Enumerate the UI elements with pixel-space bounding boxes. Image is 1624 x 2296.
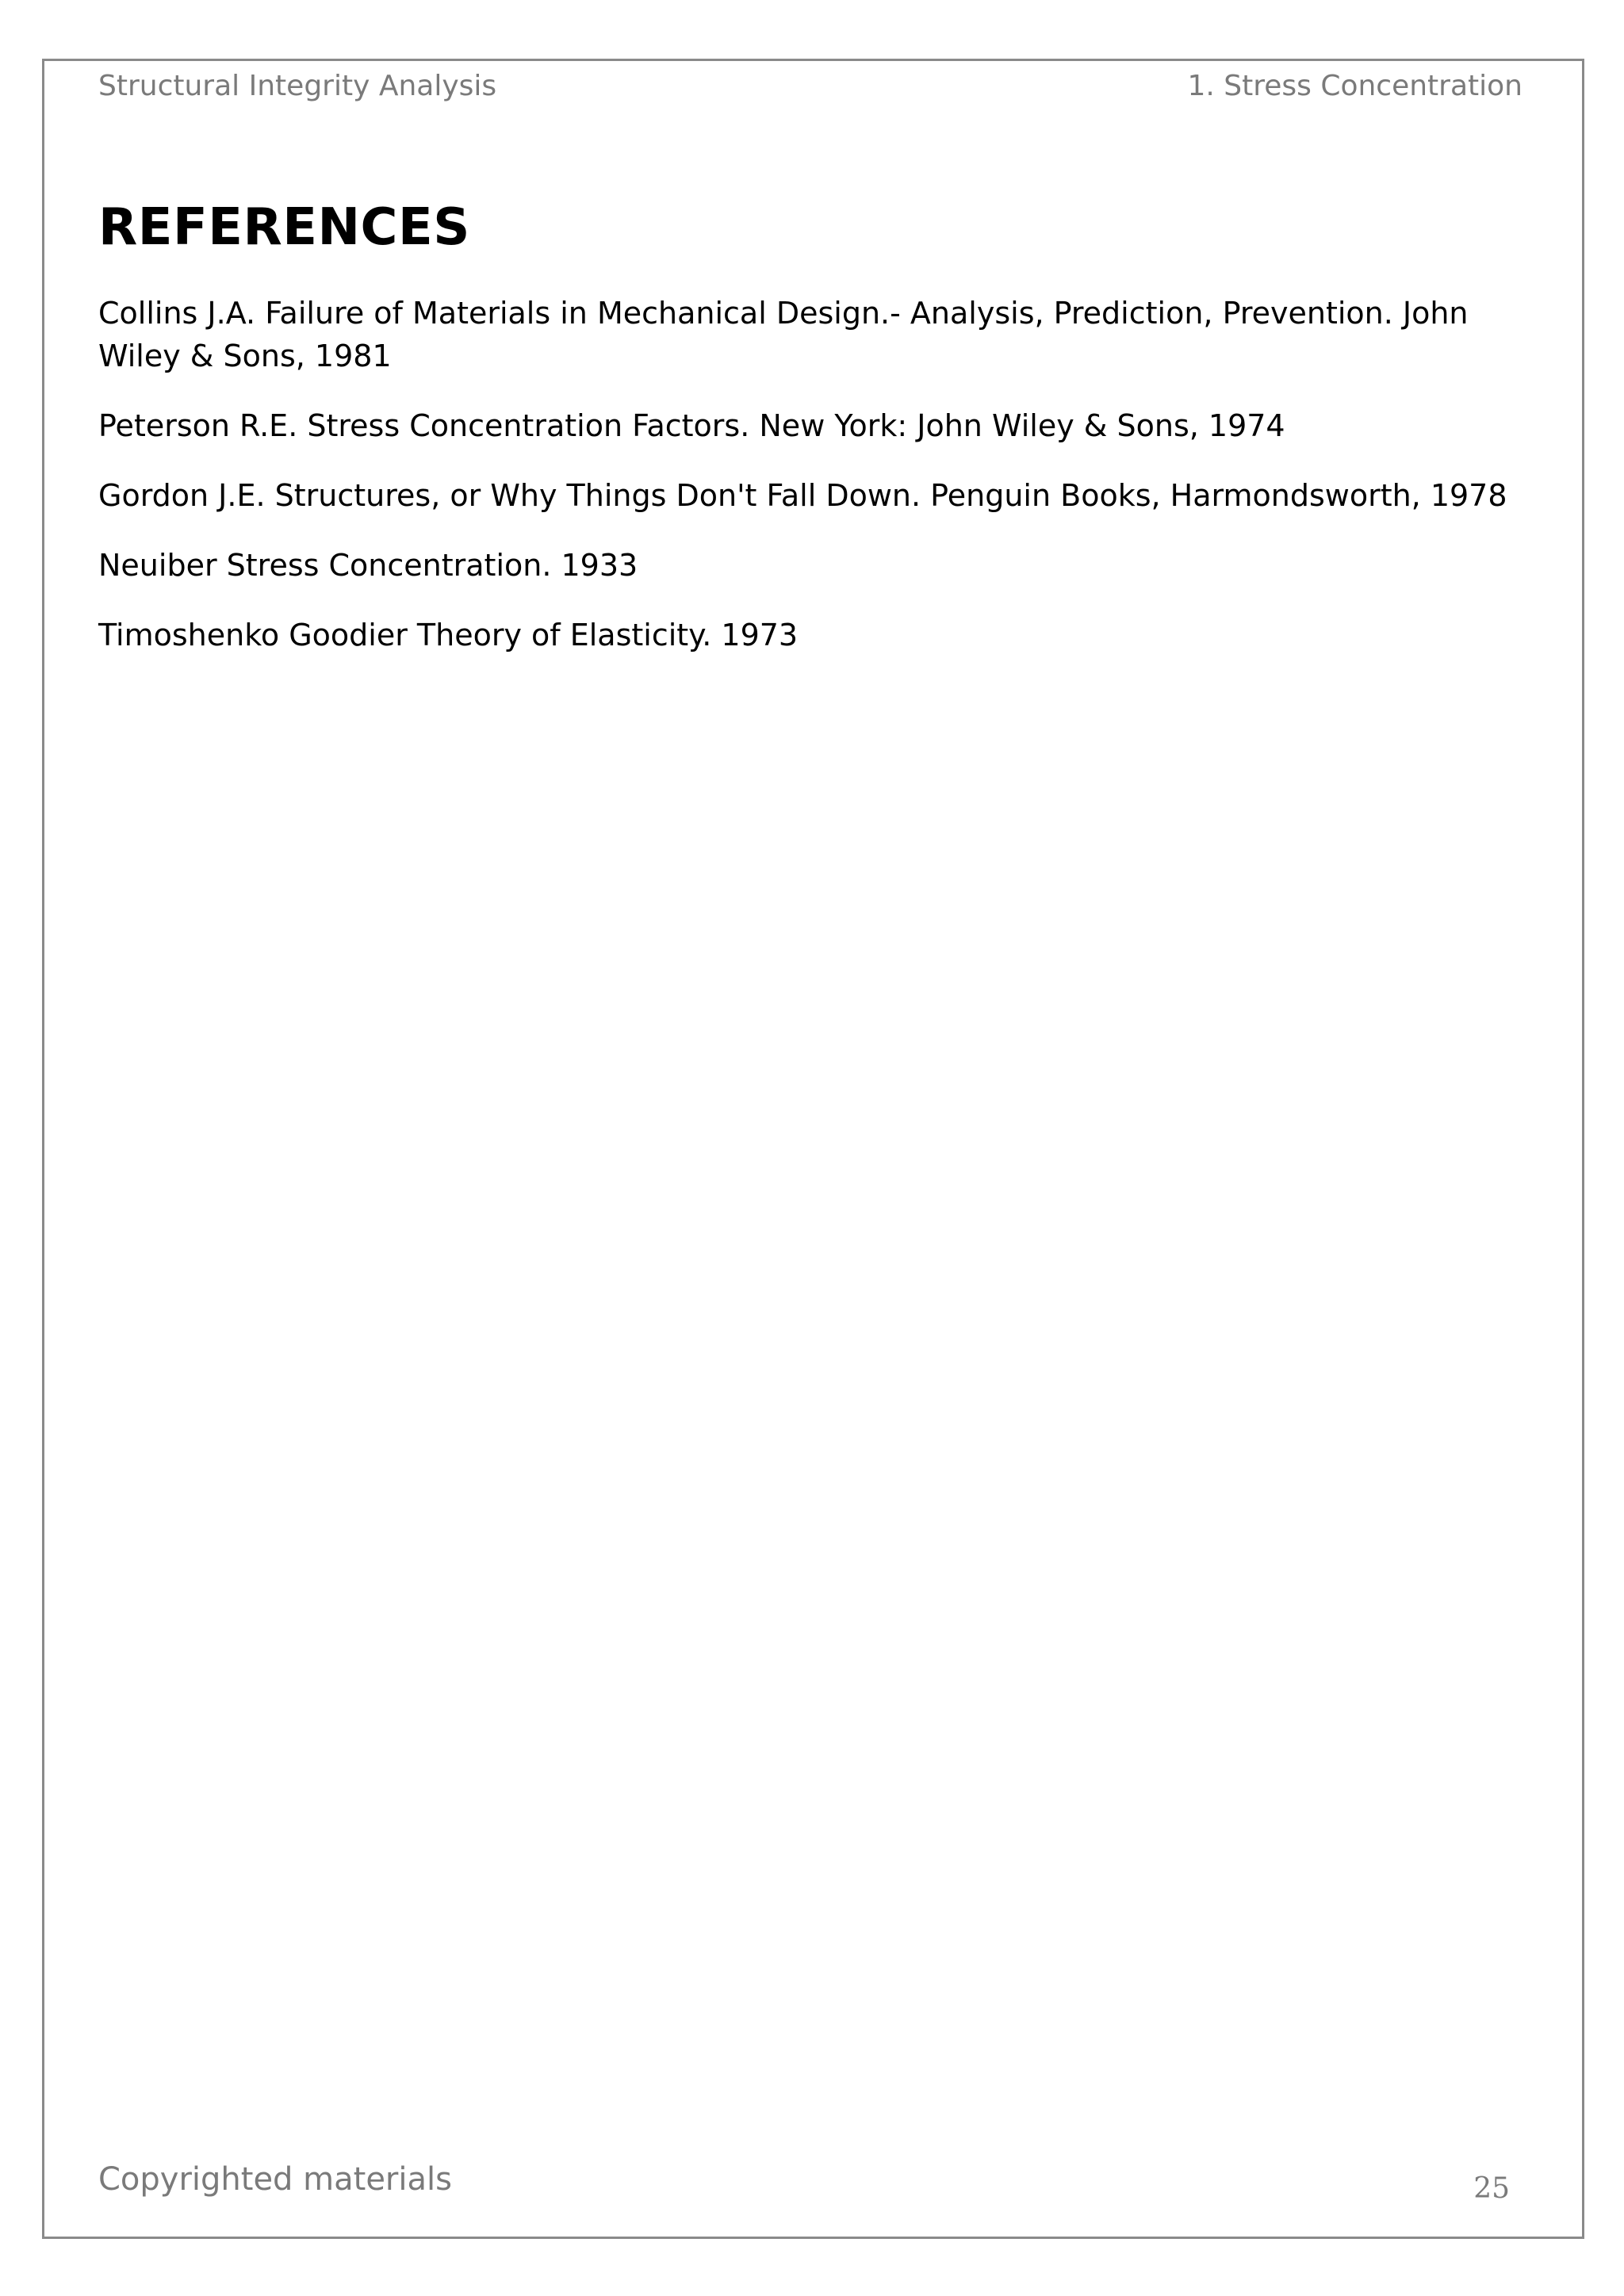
section-title: REFERENCES: [98, 198, 470, 257]
running-header-chapter: 1. Stress Concentration: [1187, 70, 1522, 102]
reference-item: Gordon J.E. Structures, or Why Things Don't Fall Down. Penguin Books, Harmondsworth, 1978: [98, 478, 1507, 513]
page-number: 25: [1473, 2172, 1510, 2205]
reference-item: Peterson R.E. Stress Concentration Factors. New York: John Wiley & Sons, 1974: [98, 408, 1285, 443]
reference-list: [98, 292, 1526, 683]
reference-item: Timoshenko Goodier Theory of Elasticity. 1973: [98, 618, 799, 652]
reference-item: Collins J.A. Failure of Materials in Mechanical Design.- Analysis, Prediction, Prevention. John Wiley & Sons, 1981: [98, 296, 1469, 373]
running-header-title: Structural Integrity Analysis: [98, 70, 497, 102]
reference-item: Neuiber Stress Concentration. 1933: [98, 548, 638, 583]
footer-copyright: Copyrighted materials: [98, 2161, 452, 2198]
